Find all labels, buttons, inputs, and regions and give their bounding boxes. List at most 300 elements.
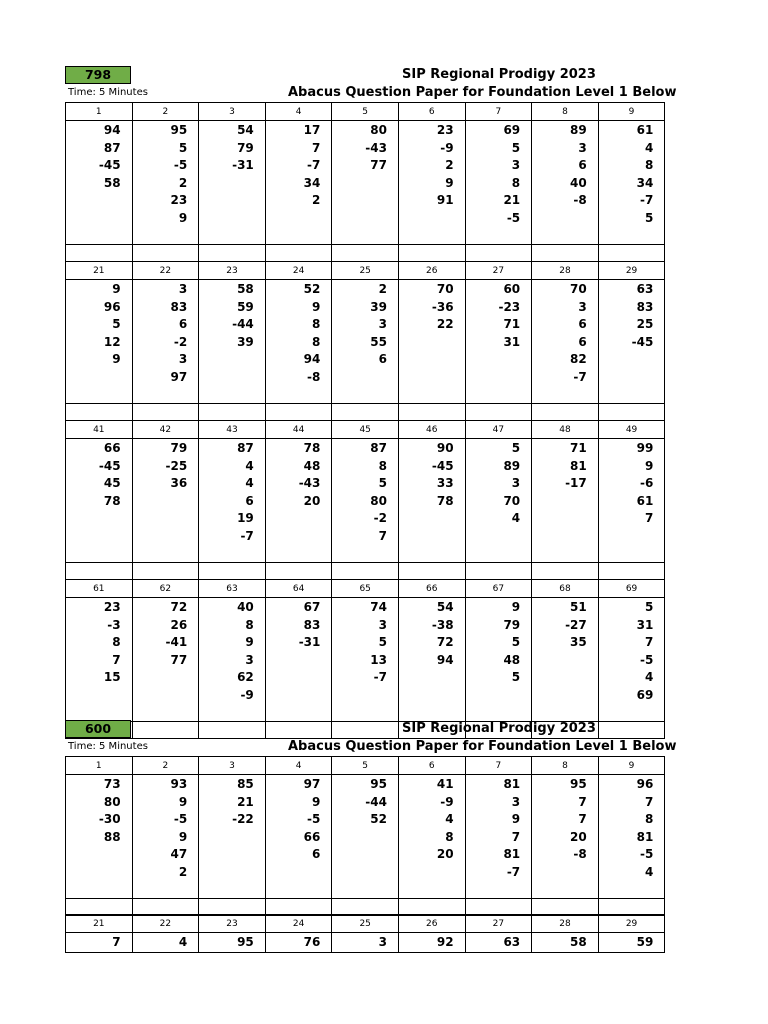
operand: 48: [503, 652, 521, 667]
operand: 4: [511, 511, 521, 526]
operand: 7: [644, 794, 654, 809]
question-column: [532, 598, 599, 722]
operand: -2: [173, 334, 188, 349]
question-number: 61: [66, 580, 133, 598]
operand: 79: [503, 617, 521, 632]
operand: -7: [373, 670, 387, 685]
operand: 60: [503, 282, 521, 296]
question-column: [332, 121, 399, 245]
answer-cell[interactable]: [132, 404, 199, 421]
question-column: [66, 598, 133, 722]
operand: 74: [370, 600, 387, 614]
operand: 71: [570, 441, 587, 455]
paper-title: SIP Regional Prodigy 2023: [402, 721, 596, 736]
question-number: 26: [398, 262, 465, 280]
answer-cell[interactable]: [532, 245, 599, 262]
answer-cell[interactable]: [532, 404, 599, 421]
question-number: 1: [66, 103, 133, 121]
answer-cell[interactable]: [398, 899, 465, 916]
answer-cell[interactable]: [66, 563, 133, 580]
operand: 20: [436, 847, 454, 862]
question-number: 9: [598, 103, 665, 121]
question-block: [65, 420, 665, 580]
operand: 6: [245, 493, 254, 508]
question-number: 24: [265, 915, 332, 933]
operand: 9: [312, 794, 321, 809]
question-number: 3: [199, 757, 266, 775]
answer-cell[interactable]: [265, 563, 332, 580]
operand: 3: [378, 317, 387, 332]
question-column: [199, 775, 266, 899]
answer-cell[interactable]: [199, 404, 266, 421]
operand: 5: [511, 670, 521, 685]
operand: 95: [237, 935, 254, 949]
answer-cell[interactable]: [398, 245, 465, 262]
operand: 5: [178, 140, 188, 155]
operand: -8: [573, 847, 587, 862]
question-number: 25: [332, 915, 399, 933]
answer-row: [66, 404, 665, 421]
operand: 85: [237, 777, 254, 791]
answer-cell[interactable]: [398, 404, 465, 421]
answer-cell[interactable]: [332, 899, 399, 916]
operand: -5: [173, 158, 188, 173]
operand: 3: [511, 476, 521, 491]
answer-cell[interactable]: [398, 563, 465, 580]
operand: 82: [570, 352, 587, 367]
operand: 41: [436, 777, 454, 791]
answer-cell[interactable]: [66, 899, 133, 916]
answer-cell[interactable]: [265, 404, 332, 421]
answer-cell[interactable]: [66, 404, 133, 421]
operand: 8: [312, 334, 321, 349]
operand: 9: [112, 282, 121, 296]
operand: -5: [640, 847, 654, 862]
question-number: 65: [332, 580, 399, 598]
operand: 4: [245, 458, 254, 473]
operand: 7: [578, 794, 587, 809]
operand: 6: [578, 317, 587, 332]
question-column: [398, 439, 465, 563]
question-number: 67: [465, 580, 532, 598]
question-number: 48: [532, 421, 599, 439]
operand: -43: [298, 476, 321, 491]
operand: 40: [570, 175, 587, 190]
operand: 36: [170, 476, 188, 491]
operand: 3: [378, 617, 387, 632]
operand: 7: [511, 829, 521, 844]
operand: 3: [511, 794, 521, 809]
operand: 23: [103, 600, 121, 614]
question-number: 28: [532, 915, 599, 933]
paper-subtitle: Abacus Question Paper for Foundation Level 1 Below: [288, 739, 677, 754]
operand: -44: [365, 794, 387, 809]
operand: -9: [440, 140, 454, 155]
operand: 3: [578, 140, 587, 155]
question-number: 24: [265, 262, 332, 280]
question-number: 29: [598, 915, 665, 933]
operand: 51: [570, 600, 587, 614]
question-number: 21: [66, 915, 133, 933]
operand: 9: [312, 299, 321, 314]
operand: 5: [378, 476, 387, 491]
operand: -5: [506, 210, 521, 225]
operand: 6: [312, 847, 321, 862]
question-number: 27: [465, 262, 532, 280]
operand: 66: [103, 441, 121, 455]
operand: 73: [103, 777, 121, 791]
operand: 34: [303, 175, 321, 190]
operand: -38: [431, 617, 454, 632]
operand: 20: [303, 493, 321, 508]
operand: 87: [237, 441, 254, 455]
answer-cell[interactable]: [332, 722, 399, 739]
question-column: [398, 598, 465, 722]
operand: 48: [303, 458, 321, 473]
operand: 54: [237, 123, 254, 137]
operand: 80: [103, 794, 121, 809]
operand: 8: [378, 458, 387, 473]
question-column: [532, 775, 599, 899]
operand: -23: [498, 299, 521, 314]
answer-cell[interactable]: [465, 563, 532, 580]
question-column: [532, 439, 599, 563]
operand: -43: [365, 140, 387, 155]
question-number: 49: [598, 421, 665, 439]
question-block: [65, 102, 665, 262]
answer-cell[interactable]: [132, 899, 199, 916]
answer-cell[interactable]: [598, 563, 665, 580]
operand: 59: [636, 935, 654, 949]
answer-cell[interactable]: [532, 563, 599, 580]
paper-code-badge: 600: [65, 720, 131, 738]
operand: 45: [103, 476, 121, 491]
question-number: 23: [199, 262, 266, 280]
answer-cell[interactable]: [132, 722, 199, 739]
question-column: [332, 933, 399, 953]
question-number: 28: [532, 262, 599, 280]
operand: 3: [245, 652, 254, 667]
operand: 70: [570, 282, 587, 296]
operand: -25: [165, 458, 188, 473]
operand: 91: [436, 193, 454, 208]
operand: -45: [631, 334, 654, 349]
question-column: [132, 933, 199, 953]
answer-row: [66, 563, 665, 580]
answer-cell[interactable]: [199, 899, 266, 916]
operand: -45: [431, 458, 454, 473]
operand: 83: [170, 299, 188, 314]
operand: 95: [570, 777, 587, 791]
question-number: 45: [332, 421, 399, 439]
question-number: 26: [398, 915, 465, 933]
question-column: [265, 775, 332, 899]
operand: 94: [436, 652, 454, 667]
operand: 63: [636, 282, 654, 296]
operand: -36: [431, 299, 454, 314]
operand: 5: [511, 635, 521, 650]
question-number: 7: [465, 757, 532, 775]
question-number-row: [66, 915, 665, 933]
operand: -9: [440, 794, 454, 809]
operand: 94: [103, 123, 121, 137]
question-values-row: [66, 121, 665, 245]
question-column: [332, 280, 399, 404]
answer-cell[interactable]: [66, 245, 133, 262]
question-column: [398, 775, 465, 899]
operand: 54: [436, 600, 454, 614]
operand: 4: [644, 140, 654, 155]
operand: 55: [370, 334, 387, 349]
operand: 93: [170, 777, 188, 791]
question-number: 25: [332, 262, 399, 280]
question-number: 69: [598, 580, 665, 598]
operand: 78: [303, 441, 321, 455]
question-number: 4: [265, 103, 332, 121]
operand: 78: [436, 493, 454, 508]
question-number: 8: [532, 103, 599, 121]
answer-cell[interactable]: [598, 245, 665, 262]
question-column: [265, 280, 332, 404]
operand: 19: [237, 511, 254, 526]
operand: 77: [370, 158, 387, 173]
question-column: [199, 121, 266, 245]
question-column: [465, 933, 532, 953]
question-column: [598, 598, 665, 722]
operand: 3: [578, 299, 587, 314]
operand: -5: [640, 652, 654, 667]
operand: 17: [303, 123, 321, 137]
question-column: [199, 933, 266, 953]
answer-cell[interactable]: [465, 404, 532, 421]
operand: 87: [103, 140, 121, 155]
operand: 59: [237, 299, 254, 314]
question-column: [465, 439, 532, 563]
operand: 21: [503, 193, 521, 208]
operand: 6: [578, 334, 587, 349]
question-column: [532, 280, 599, 404]
operand: 47: [170, 847, 188, 862]
operand: 23: [170, 193, 188, 208]
question-column: [132, 775, 199, 899]
question-values-row: [66, 933, 665, 953]
question-number: 6: [398, 103, 465, 121]
operand: 62: [237, 670, 254, 685]
operand: 63: [503, 935, 521, 949]
operand: 8: [644, 812, 654, 827]
operand: 95: [170, 123, 188, 137]
question-column: [398, 280, 465, 404]
answer-cell[interactable]: [199, 722, 266, 739]
operand: 94: [303, 352, 321, 367]
answer-cell[interactable]: [199, 563, 266, 580]
question-block: [65, 579, 665, 739]
operand: -30: [98, 812, 121, 827]
answer-cell[interactable]: [598, 899, 665, 916]
operand: 97: [170, 369, 188, 384]
question-values-row: [66, 598, 665, 722]
operand: 7: [112, 935, 121, 949]
operand: 83: [303, 617, 321, 632]
question-number-row: [66, 580, 665, 598]
question-number: 44: [265, 421, 332, 439]
operand: 58: [570, 935, 587, 949]
operand: 95: [370, 777, 387, 791]
answer-cell[interactable]: [199, 245, 266, 262]
question-column: [132, 439, 199, 563]
operand: 33: [436, 476, 454, 491]
operand: -7: [240, 528, 254, 543]
operand: -6: [640, 476, 654, 491]
operand: 5: [644, 210, 654, 225]
operand: 3: [178, 352, 188, 367]
operand: 79: [170, 441, 188, 455]
question-column: [398, 933, 465, 953]
question-block: [65, 261, 665, 421]
question-number: 22: [132, 915, 199, 933]
operand: 31: [503, 334, 521, 349]
operand: 2: [445, 158, 454, 173]
question-number: 46: [398, 421, 465, 439]
operand: 2: [178, 175, 188, 190]
question-values-row: [66, 280, 665, 404]
answer-cell[interactable]: [532, 899, 599, 916]
question-column: [265, 439, 332, 563]
answer-cell[interactable]: [265, 899, 332, 916]
question-number: 7: [465, 103, 532, 121]
question-column: [132, 121, 199, 245]
question-column: [598, 439, 665, 563]
question-column: [265, 933, 332, 953]
question-column: [132, 598, 199, 722]
answer-cell[interactable]: [332, 563, 399, 580]
question-number: 6: [398, 757, 465, 775]
operand: 9: [644, 458, 654, 473]
answer-cell[interactable]: [132, 563, 199, 580]
question-number: 9: [598, 757, 665, 775]
operand: 92: [436, 935, 454, 949]
operand: 69: [636, 687, 654, 702]
operand: 81: [570, 458, 587, 473]
operand: 70: [503, 493, 521, 508]
operand: 3: [178, 282, 188, 296]
answer-cell[interactable]: [465, 245, 532, 262]
operand: -5: [307, 812, 321, 827]
question-number: 2: [132, 103, 199, 121]
operand: 3: [511, 158, 521, 173]
operand: 2: [178, 864, 188, 879]
operand: 4: [445, 812, 454, 827]
operand: 6: [178, 317, 188, 332]
question-number-row: [66, 103, 665, 121]
question-number: 63: [199, 580, 266, 598]
operand: -9: [240, 687, 254, 702]
operand: 89: [570, 123, 587, 137]
answer-cell[interactable]: [265, 245, 332, 262]
operand: -8: [573, 193, 587, 208]
operand: 70: [436, 282, 454, 296]
operand: 25: [636, 317, 654, 332]
operand: 52: [370, 812, 387, 827]
question-block: [65, 914, 665, 953]
operand: 88: [103, 829, 121, 844]
question-number: 4: [265, 757, 332, 775]
question-column: [598, 933, 665, 953]
answer-cell[interactable]: [598, 404, 665, 421]
question-number: 29: [598, 262, 665, 280]
question-number: 47: [465, 421, 532, 439]
operand: 72: [436, 635, 454, 650]
operand: 9: [112, 352, 121, 367]
operand: 8: [445, 829, 454, 844]
operand: -3: [107, 617, 121, 632]
operand: 6: [378, 352, 387, 367]
answer-cell[interactable]: [465, 899, 532, 916]
operand: 7: [644, 511, 654, 526]
answer-cell[interactable]: [598, 722, 665, 739]
answer-cell[interactable]: [265, 722, 332, 739]
question-column: [66, 280, 133, 404]
operand: 6: [578, 158, 587, 173]
operand: 7: [112, 652, 121, 667]
question-number: 66: [398, 580, 465, 598]
paper-title: SIP Regional Prodigy 2023: [402, 67, 596, 82]
operand: 15: [103, 670, 121, 685]
operand: 23: [436, 123, 454, 137]
operand: 39: [237, 334, 254, 349]
answer-cell[interactable]: [332, 245, 399, 262]
operand: 67: [303, 600, 321, 614]
operand: 9: [178, 794, 188, 809]
operand: 58: [103, 175, 121, 190]
question-values-row: [66, 775, 665, 899]
operand: 9: [511, 812, 521, 827]
operand: -44: [232, 317, 254, 332]
answer-cell[interactable]: [332, 404, 399, 421]
question-number: 41: [66, 421, 133, 439]
operand: -7: [506, 864, 521, 879]
question-number-row: [66, 262, 665, 280]
operand: 2: [312, 193, 321, 208]
question-column: [132, 280, 199, 404]
question-column: [332, 439, 399, 563]
operand: 90: [436, 441, 454, 455]
operand: -41: [165, 635, 188, 650]
operand: 20: [570, 829, 587, 844]
operand: 7: [578, 812, 587, 827]
question-number: 27: [465, 915, 532, 933]
operand: -45: [98, 158, 121, 173]
operand: 9: [511, 600, 521, 614]
operand: -31: [232, 158, 254, 173]
question-number: 8: [532, 757, 599, 775]
operand: 81: [636, 829, 654, 844]
question-number: 68: [532, 580, 599, 598]
paper-subtitle: Abacus Question Paper for Foundation Level 1 Below: [288, 85, 677, 100]
operand: 9: [245, 635, 254, 650]
operand: 80: [370, 493, 387, 508]
question-number: 5: [332, 103, 399, 121]
question-column: [199, 439, 266, 563]
operand: -45: [98, 458, 121, 473]
answer-cell[interactable]: [132, 245, 199, 262]
operand: 71: [503, 317, 521, 332]
operand: 96: [103, 299, 121, 314]
operand: 87: [370, 441, 387, 455]
operand: 52: [303, 282, 321, 296]
question-number-row: [66, 757, 665, 775]
question-column: [265, 121, 332, 245]
